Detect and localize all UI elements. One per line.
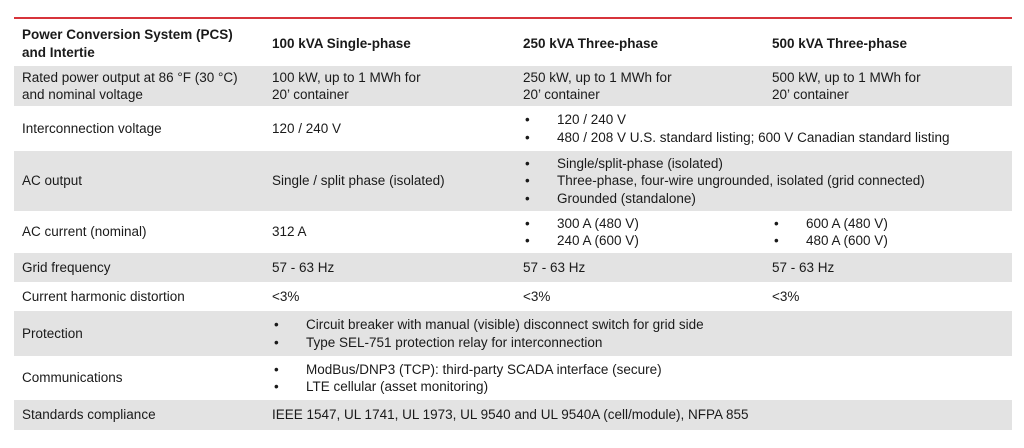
cell-grid-frequency-500kva: 57 - 63 Hz <box>764 253 1012 282</box>
list-item: • Type SEL-751 protection relay for interconnection <box>274 334 603 350</box>
list-item: • 480 A (600 V) <box>774 233 888 248</box>
row-label-communications: Communications <box>14 356 264 400</box>
list-item: • 300 A (480 V) <box>525 215 639 231</box>
list-item: • LTE cellular (asset monitoring) <box>274 379 489 394</box>
row-label-harmonic-distortion: Current harmonic distortion <box>14 282 264 311</box>
cell-communications-all <box>264 356 1012 400</box>
cell-grid-frequency-250kva: 57 - 63 Hz <box>515 253 764 282</box>
cell-ac-output-250-500kva <box>515 151 1012 211</box>
bullet-list <box>523 215 764 250</box>
list-item: • 240 A (600 V) <box>525 233 639 248</box>
bullet-list <box>523 111 1012 146</box>
list-item: • 120 / 240 V <box>525 112 627 127</box>
table-row-ac-output <box>14 151 1012 211</box>
table-row-protection <box>14 311 1012 356</box>
bullet-icon: • <box>525 233 530 248</box>
cell-rated-500kva: 500 kW, up to 1 MWh for 20’ container <box>764 66 1012 106</box>
cell-ac-current-100kva: 312 A <box>264 211 515 253</box>
bullet-list <box>772 215 1012 250</box>
header-100kva: 100 kVA Single-phase <box>264 19 515 66</box>
row-label-ac-output: AC output <box>14 151 264 211</box>
list-item: • Single/split-phase (isolated) <box>525 155 723 171</box>
bullet-list <box>523 155 1012 208</box>
cell-interconnection-250-500kva <box>515 106 1012 151</box>
bullet-icon: • <box>525 190 530 206</box>
table-row-grid-frequency <box>14 253 1012 282</box>
bullet-icon: • <box>525 173 530 189</box>
table-row-communications <box>14 356 1012 400</box>
table-row-standards-compliance <box>14 400 1012 430</box>
header-pcs-intertie: Power Conversion System (PCS) and Intertie <box>14 19 264 66</box>
bullet-icon: • <box>274 334 279 350</box>
cell-harmonic-500kva: <3% <box>764 282 1012 311</box>
cell-ac-current-250kva <box>515 211 764 253</box>
bullet-icon: • <box>525 155 530 171</box>
bullet-icon: • <box>774 215 779 231</box>
bullet-icon: • <box>774 233 779 248</box>
table-row-ac-current <box>14 211 1012 253</box>
cell-rated-100kva: 100 kW, up to 1 MWh for 20’ container <box>264 66 515 106</box>
table-header-row <box>14 19 1012 66</box>
row-label-standards-compliance: Standards compliance <box>14 400 264 430</box>
list-item: • Grounded (standalone) <box>525 190 696 206</box>
list-item: • Three-phase, four-wire ungrounded, isolated (grid connected) <box>525 173 925 189</box>
bullet-icon: • <box>525 215 530 231</box>
cell-standards-all: IEEE 1547, UL 1741, UL 1973, UL 9540 and UL 9540A (cell/module), NFPA 855 <box>264 400 1012 430</box>
bullet-icon: • <box>274 379 279 394</box>
header-500kva: 500 kVA Three-phase <box>764 19 1012 66</box>
bullet-icon: • <box>274 361 279 377</box>
bullet-icon: • <box>525 129 530 145</box>
bullet-icon: • <box>525 112 530 127</box>
cell-ac-output-100kva: Single / split phase (isolated) <box>264 151 515 211</box>
row-label-rated-power: Rated power output at 86 °F (30 °C) and nominal voltage <box>14 66 264 106</box>
header-250kva: 250 kVA Three-phase <box>515 19 764 66</box>
row-label-grid-frequency: Grid frequency <box>14 253 264 282</box>
list-item: • 480 / 208 V U.S. standard listing; 600 V Canadian standard listing <box>525 129 950 145</box>
bullet-list <box>272 361 1012 396</box>
pcs-spec-table <box>14 19 1012 430</box>
cell-rated-250kva: 250 kW, up to 1 MWh for 20’ container <box>515 66 764 106</box>
list-item: • Circuit breaker with manual (visible) disconnect switch for grid side <box>274 317 704 332</box>
cell-protection-all <box>264 311 1012 356</box>
cell-harmonic-100kva: <3% <box>264 282 515 311</box>
cell-grid-frequency-100kva: 57 - 63 Hz <box>264 253 515 282</box>
table-row-interconnection-voltage <box>14 106 1012 151</box>
row-label-protection: Protection <box>14 311 264 356</box>
table-row-harmonic-distortion <box>14 282 1012 311</box>
row-label-interconnection-voltage: Interconnection voltage <box>14 106 264 151</box>
cell-ac-current-500kva <box>764 211 1012 253</box>
cell-harmonic-250kva: <3% <box>515 282 764 311</box>
bullet-icon: • <box>274 317 279 332</box>
bullet-list <box>272 316 1012 351</box>
table-row-rated-power <box>14 66 1012 106</box>
cell-interconnection-100kva: 120 / 240 V <box>264 106 515 151</box>
row-label-ac-current: AC current (nominal) <box>14 211 264 253</box>
list-item: • 600 A (480 V) <box>774 215 888 231</box>
list-item: • ModBus/DNP3 (TCP): third-party SCADA interface (secure) <box>274 361 662 377</box>
